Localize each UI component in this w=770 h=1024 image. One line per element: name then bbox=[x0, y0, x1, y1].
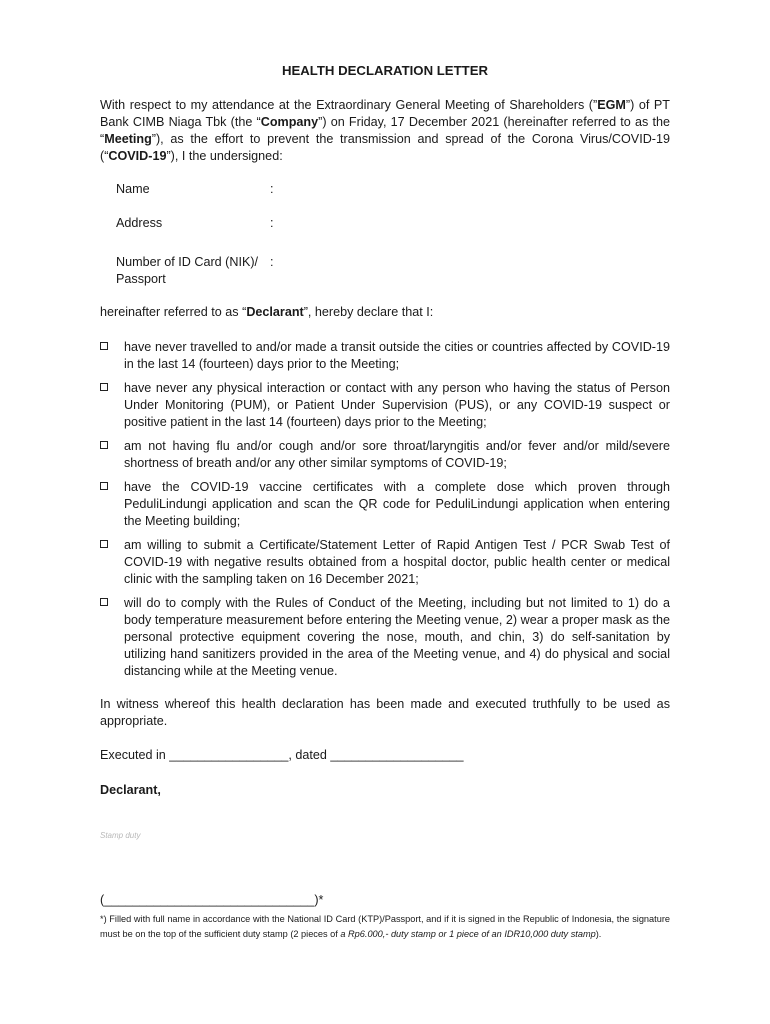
stamp-duty-placeholder: Stamp duty bbox=[100, 831, 141, 840]
list-item-text: have never travelled to and/or made a transit outside the cities or countries affected by COVID-19 in the last 14 (fourteen) days prior to the Meeting; bbox=[124, 340, 670, 371]
declarant-text-1: hereinafter referred to as “ bbox=[100, 305, 247, 319]
list-item-text: will do to comply with the Rules of Conduct of the Meeting, including but not limited to 1) do a body temperature measurement before entering the Meeting venue, 2) wear a proper mask as the personal protective equipment covering the nose, mouth, and chin, 3) do self-sanitation by utilizing hand sanitizers provided in the area of the Meeting venue, and 4) do physical and social distancing while at the Meeting venue. bbox=[124, 596, 670, 678]
field-id-card-label bbox=[116, 254, 316, 288]
list-item bbox=[100, 380, 670, 431]
field-id-card-colon: : bbox=[270, 255, 274, 269]
document-title: HEALTH DECLARATION LETTER bbox=[281, 63, 489, 78]
checkbox-icon[interactable] bbox=[100, 441, 108, 449]
list-item bbox=[100, 537, 670, 588]
checkbox-icon[interactable] bbox=[100, 598, 108, 606]
intro-text-2: ”) of PT Bank CIMB Niaga Tbk (the “ bbox=[100, 98, 671, 129]
list-item-text: am not having flu and/or cough and/or sore throat/laryngitis and/or fever and/or mild/severe shortness of breath and/or any other similar symptoms of COVID-19; bbox=[124, 439, 670, 470]
declarant-line bbox=[100, 304, 670, 321]
field-address-colon: : bbox=[270, 216, 274, 230]
field-id-card-line1: Number of ID Card (NIK)/ bbox=[116, 255, 259, 269]
intro-text-1: With respect to my attendance at the Extraordinary General Meeting of Shareholders (” bbox=[100, 98, 598, 112]
declarant-signature-label: Declarant, bbox=[100, 783, 161, 797]
declarant-bold: Declarant bbox=[246, 305, 304, 319]
footnote-italic: a Rp6.000,- duty stamp or 1 piece of an IDR10,000 duty stamp bbox=[340, 928, 596, 939]
field-id-card-line2: Passport bbox=[116, 272, 166, 286]
declarant-text-2: ”, hereby declare that I: bbox=[303, 305, 434, 319]
field-name-label: Name bbox=[116, 182, 150, 196]
intro-text-4: ”), as the effort to prevent the transmission and spread of the Corona Virus/COVID-19 (“ bbox=[100, 132, 670, 163]
list-item-text: am willing to submit a Certificate/Statement Letter of Rapid Antigen Test / PCR Swab Test of COVID-19 with negative results obtained from a hospital doctor, public health center or medical clinic with the sampling taken on 16 December 2021; bbox=[124, 538, 670, 586]
declaration-list bbox=[100, 339, 670, 687]
intro-egm: EGM bbox=[597, 98, 626, 112]
footnote-text-1: *) Filled with full name in accordance with the National ID Card (KTP)/Passport, and if it is signed in the Republic of Indonesia, the signature must be on the top of the sufficient duty stamp (2 pieces of bbox=[100, 914, 670, 939]
intro-covid: COVID-19 bbox=[108, 149, 167, 163]
witness-paragraph: In witness whereof this health declaration has been made and executed truthfully to be used as appropriate. bbox=[100, 697, 670, 728]
intro-paragraph bbox=[100, 97, 670, 165]
footnote bbox=[100, 912, 670, 941]
field-name-colon: : bbox=[270, 182, 274, 196]
intro-meeting: Meeting bbox=[104, 132, 152, 146]
checkbox-icon[interactable] bbox=[100, 540, 108, 548]
list-item-text: have never any physical interaction or contact with any person who having the status of Person Under Monitoring (PUM), or Patient Under Supervision (PUS), or any COVID-19 suspect or positive patient in the last 14 (fourteen) days prior to the Meeting; bbox=[124, 381, 670, 429]
list-item-text: have the COVID-19 vaccine certificates with a complete dose which proven through PeduliLindungi application and scan the QR code for PeduliLindungi application when entering the Meeting building; bbox=[124, 480, 670, 528]
list-item bbox=[100, 479, 670, 530]
list-item bbox=[100, 438, 670, 472]
list-item bbox=[100, 339, 670, 373]
checkbox-icon[interactable] bbox=[100, 383, 108, 391]
intro-company: Company bbox=[260, 115, 319, 129]
intro-text-3: ”) on Friday, 17 December 2021 (hereinafter referred to as the “ bbox=[100, 115, 670, 146]
executed-line: Executed in _________________, dated ___________________ bbox=[100, 748, 464, 762]
intro-text-5: ”), I the undersigned: bbox=[166, 149, 283, 163]
list-item bbox=[100, 595, 670, 680]
signature-line: (______________________________)* bbox=[100, 893, 324, 907]
field-address-label: Address bbox=[116, 216, 163, 230]
checkbox-icon[interactable] bbox=[100, 342, 108, 350]
checkbox-icon[interactable] bbox=[100, 482, 108, 490]
footnote-text-2: ). bbox=[595, 928, 602, 939]
